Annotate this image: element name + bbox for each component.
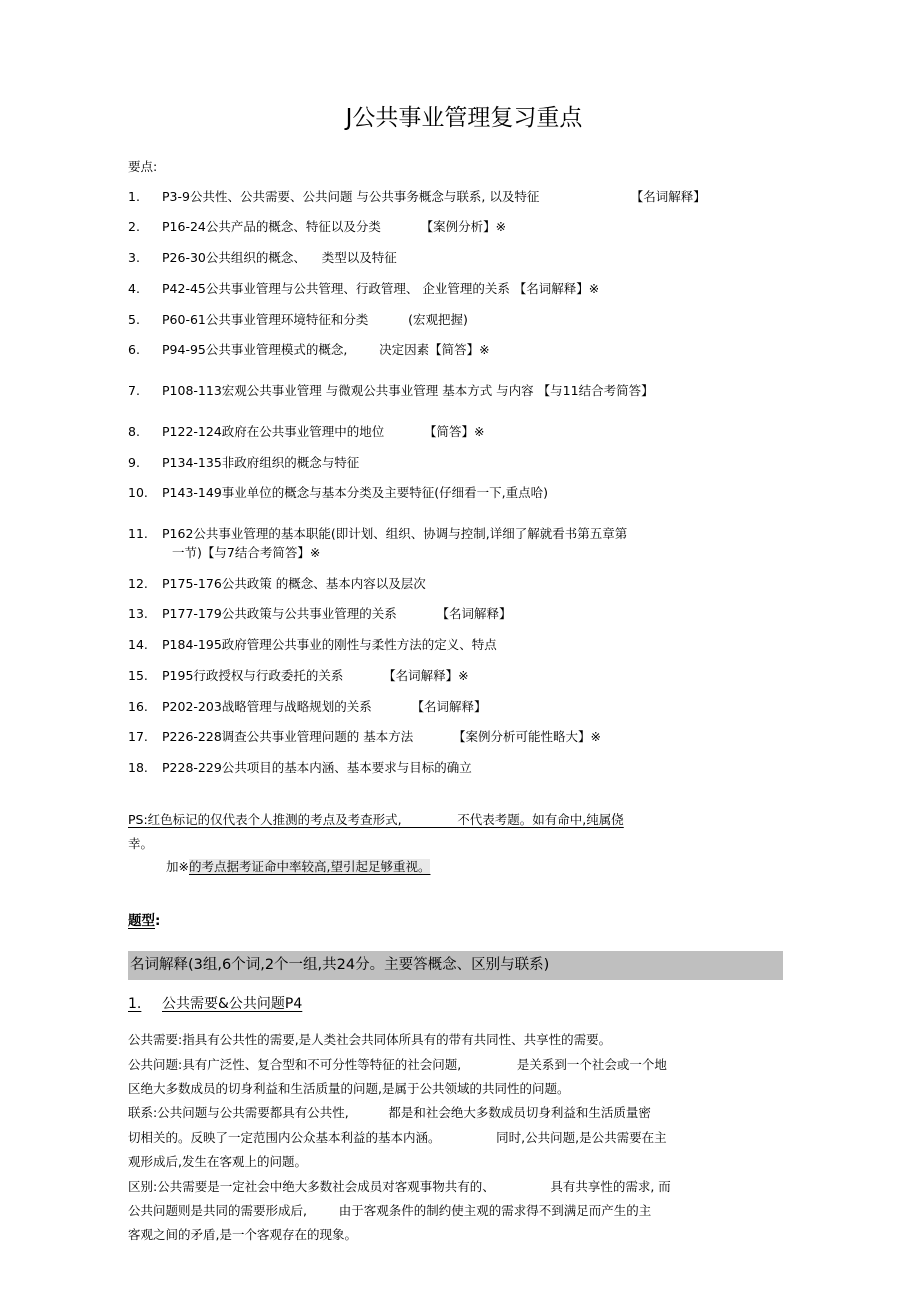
term-sub-item-title: 公共需要&公共问题P4 [162, 996, 303, 1013]
list-item [128, 728, 800, 747]
list-item [128, 249, 800, 268]
list-item [128, 575, 800, 594]
list-item [128, 454, 800, 473]
list-item-number: 6. [128, 342, 140, 358]
list-item [128, 280, 800, 299]
list-item-text: P226-228调查公共事业管理问题的 基本方法 【案例分析可能性略大】※ [162, 729, 601, 745]
list-item-text: P16-24公共产品的概念、特征以及分类 【案例分析】※ [162, 219, 507, 235]
list-item-number: 1. [128, 188, 140, 204]
list-item-text: P134-135非政府组织的概念与特征 [162, 454, 360, 470]
list-item [128, 188, 800, 207]
list-item-number: 16. [128, 698, 148, 714]
definition-line: 切相关的。反映了一定范围内公众基本利益的基本内涵。 同时,公共问题,是公共需要在主 [128, 1129, 667, 1145]
list-item-number: 14. [128, 637, 148, 653]
list-item-number: 13. [128, 606, 148, 622]
list-item-continuation: 一节)【与7结合考简答】※ [172, 544, 321, 560]
definition-paragraph [128, 1028, 800, 1247]
definition-line: 观形成后,发生在客观上的问题。 [128, 1154, 307, 1170]
lead-label: 要点: [128, 158, 158, 174]
ps-note-line-2: 幸。 [128, 835, 154, 851]
list-item [128, 698, 800, 717]
document-content [128, 0, 800, 1248]
definition-line: 区别:公共需要是一定社会中绝大多数社会成员对客观事物共有的、 具有共享性的需求, 而 [128, 1178, 671, 1194]
list-item [128, 382, 800, 401]
term-explanation-heading: 名词解释(3组,6个词,2个一组,共24分。主要答概念、区别与联系) [128, 951, 783, 980]
list-item-text: P143-149事业单位的概念与基本分类及主要特征(仔细看一下,重点哈) [162, 485, 548, 501]
list-item-text: P26-30公共组织的概念、 类型以及特征 [162, 250, 397, 266]
list-item [128, 667, 800, 686]
term-sub-item [128, 994, 800, 1015]
list-item-text: P42-45公共事业管理与公共管理、行政管理、 企业管理的关系 【名词解释】※ [162, 280, 600, 296]
list-item-text: P175-176公共政策 的概念、基本内容以及层次 [162, 575, 426, 591]
ps-note-emphasis: 的考点据考证命中率较高,望引起足够重视。 [188, 859, 431, 875]
list-item-text: P177-179公共政策与公共事业管理的关系 【名词解释】 [162, 606, 512, 622]
list-item-text: P3-9公共性、公共需要、公共问题 与公共事务概念与联系, 以及特征 【名词解释】 [162, 188, 706, 204]
list-item-number: 11. [128, 526, 148, 542]
list-item-number: 7. [128, 383, 140, 399]
list-item [128, 311, 800, 330]
page-title: J公共事业管理复习重点 [345, 105, 583, 131]
term-sub-item-number: 1. [128, 996, 142, 1013]
list-item-text: P184-195政府管理公共事业的刚性与柔性方法的定义、特点 [162, 637, 497, 653]
list-item-text: P228-229公共项目的基本内涵、基本要求与目标的确立 [162, 760, 472, 776]
list-item-number: 18. [128, 760, 148, 776]
list-item [128, 636, 800, 655]
list-item-number: 15. [128, 667, 148, 683]
list-item-text: P162公共事业管理的基本职能(即计划、组织、协调与控制,详细了解就看书第五章第 [162, 526, 628, 542]
ps-note [128, 808, 800, 879]
definition-line: 公共需要:指具有公共性的需要,是人类社会共同体所具有的带有共同性、共享性的需要。 [128, 1032, 612, 1048]
list-item [128, 341, 800, 360]
list-item-number: 5. [128, 311, 140, 327]
list-item [128, 484, 800, 503]
question-types-label-text: 题型 [128, 913, 155, 930]
definition-line: 公共问题:具有广泛性、复合型和不可分性等特征的社会问题, 是关系到一个社会或一个地 [128, 1056, 667, 1072]
ps-note-prefix: 加※ [166, 859, 189, 875]
list-item-number: 17. [128, 729, 148, 745]
list-item-text: P108-113宏观公共事业管理 与微观公共事业管理 基本方式 与内容 【与11结合考简答】 [162, 383, 654, 399]
list-item-text: P94-95公共事业管理模式的概念, 决定因素【简答】※ [162, 342, 490, 358]
definition-line: 客观之间的矛盾,是一个客观存在的现象。 [128, 1227, 357, 1243]
definition-line: 公共问题则是共同的需要形成后, 由于客观条件的制约使主观的需求得不到满足而产生的主 [128, 1202, 652, 1218]
list-item-number: 4. [128, 280, 140, 296]
list-item-number: 3. [128, 250, 140, 266]
question-types-label-colon: : [155, 913, 161, 930]
list-item [128, 218, 800, 237]
outline-list [128, 188, 800, 778]
ps-note-line-3 [128, 855, 800, 879]
list-item-text: P122-124政府在公共事业管理中的地位 【简答】※ [162, 423, 485, 439]
list-item [128, 605, 800, 624]
list-item-number: 12. [128, 575, 148, 591]
definition-line: 区绝大多数成员的切身利益和生活质量的问题,是属于公共领域的共同性的问题。 [128, 1081, 570, 1097]
definition-line: 联系:公共问题与公共需要都具有公共性, 都是和社会绝大多数成员切身利益和生活质量密 [128, 1105, 651, 1121]
list-item-text: P202-203战略管理与战略规划的关系 【名词解释】 [162, 698, 487, 714]
list-item-number: 2. [128, 219, 140, 235]
list-item-text: P60-61公共事业管理环境特征和分类 (宏观把握) [162, 311, 468, 327]
list-item-number: 8. [128, 423, 140, 439]
list-item-number: 9. [128, 454, 140, 470]
list-item [128, 423, 800, 442]
list-item-text: P195行政授权与行政委托的关系 【名词解释】※ [162, 667, 469, 683]
list-item [128, 759, 800, 778]
question-types-label [128, 909, 800, 929]
list-item-number: 10. [128, 485, 148, 501]
ps-note-line-1: PS:红色标记的仅代表个人推测的考点及考查形式, 不代表考题。如有命中,纯属侥 [128, 811, 624, 827]
list-item [128, 525, 800, 563]
